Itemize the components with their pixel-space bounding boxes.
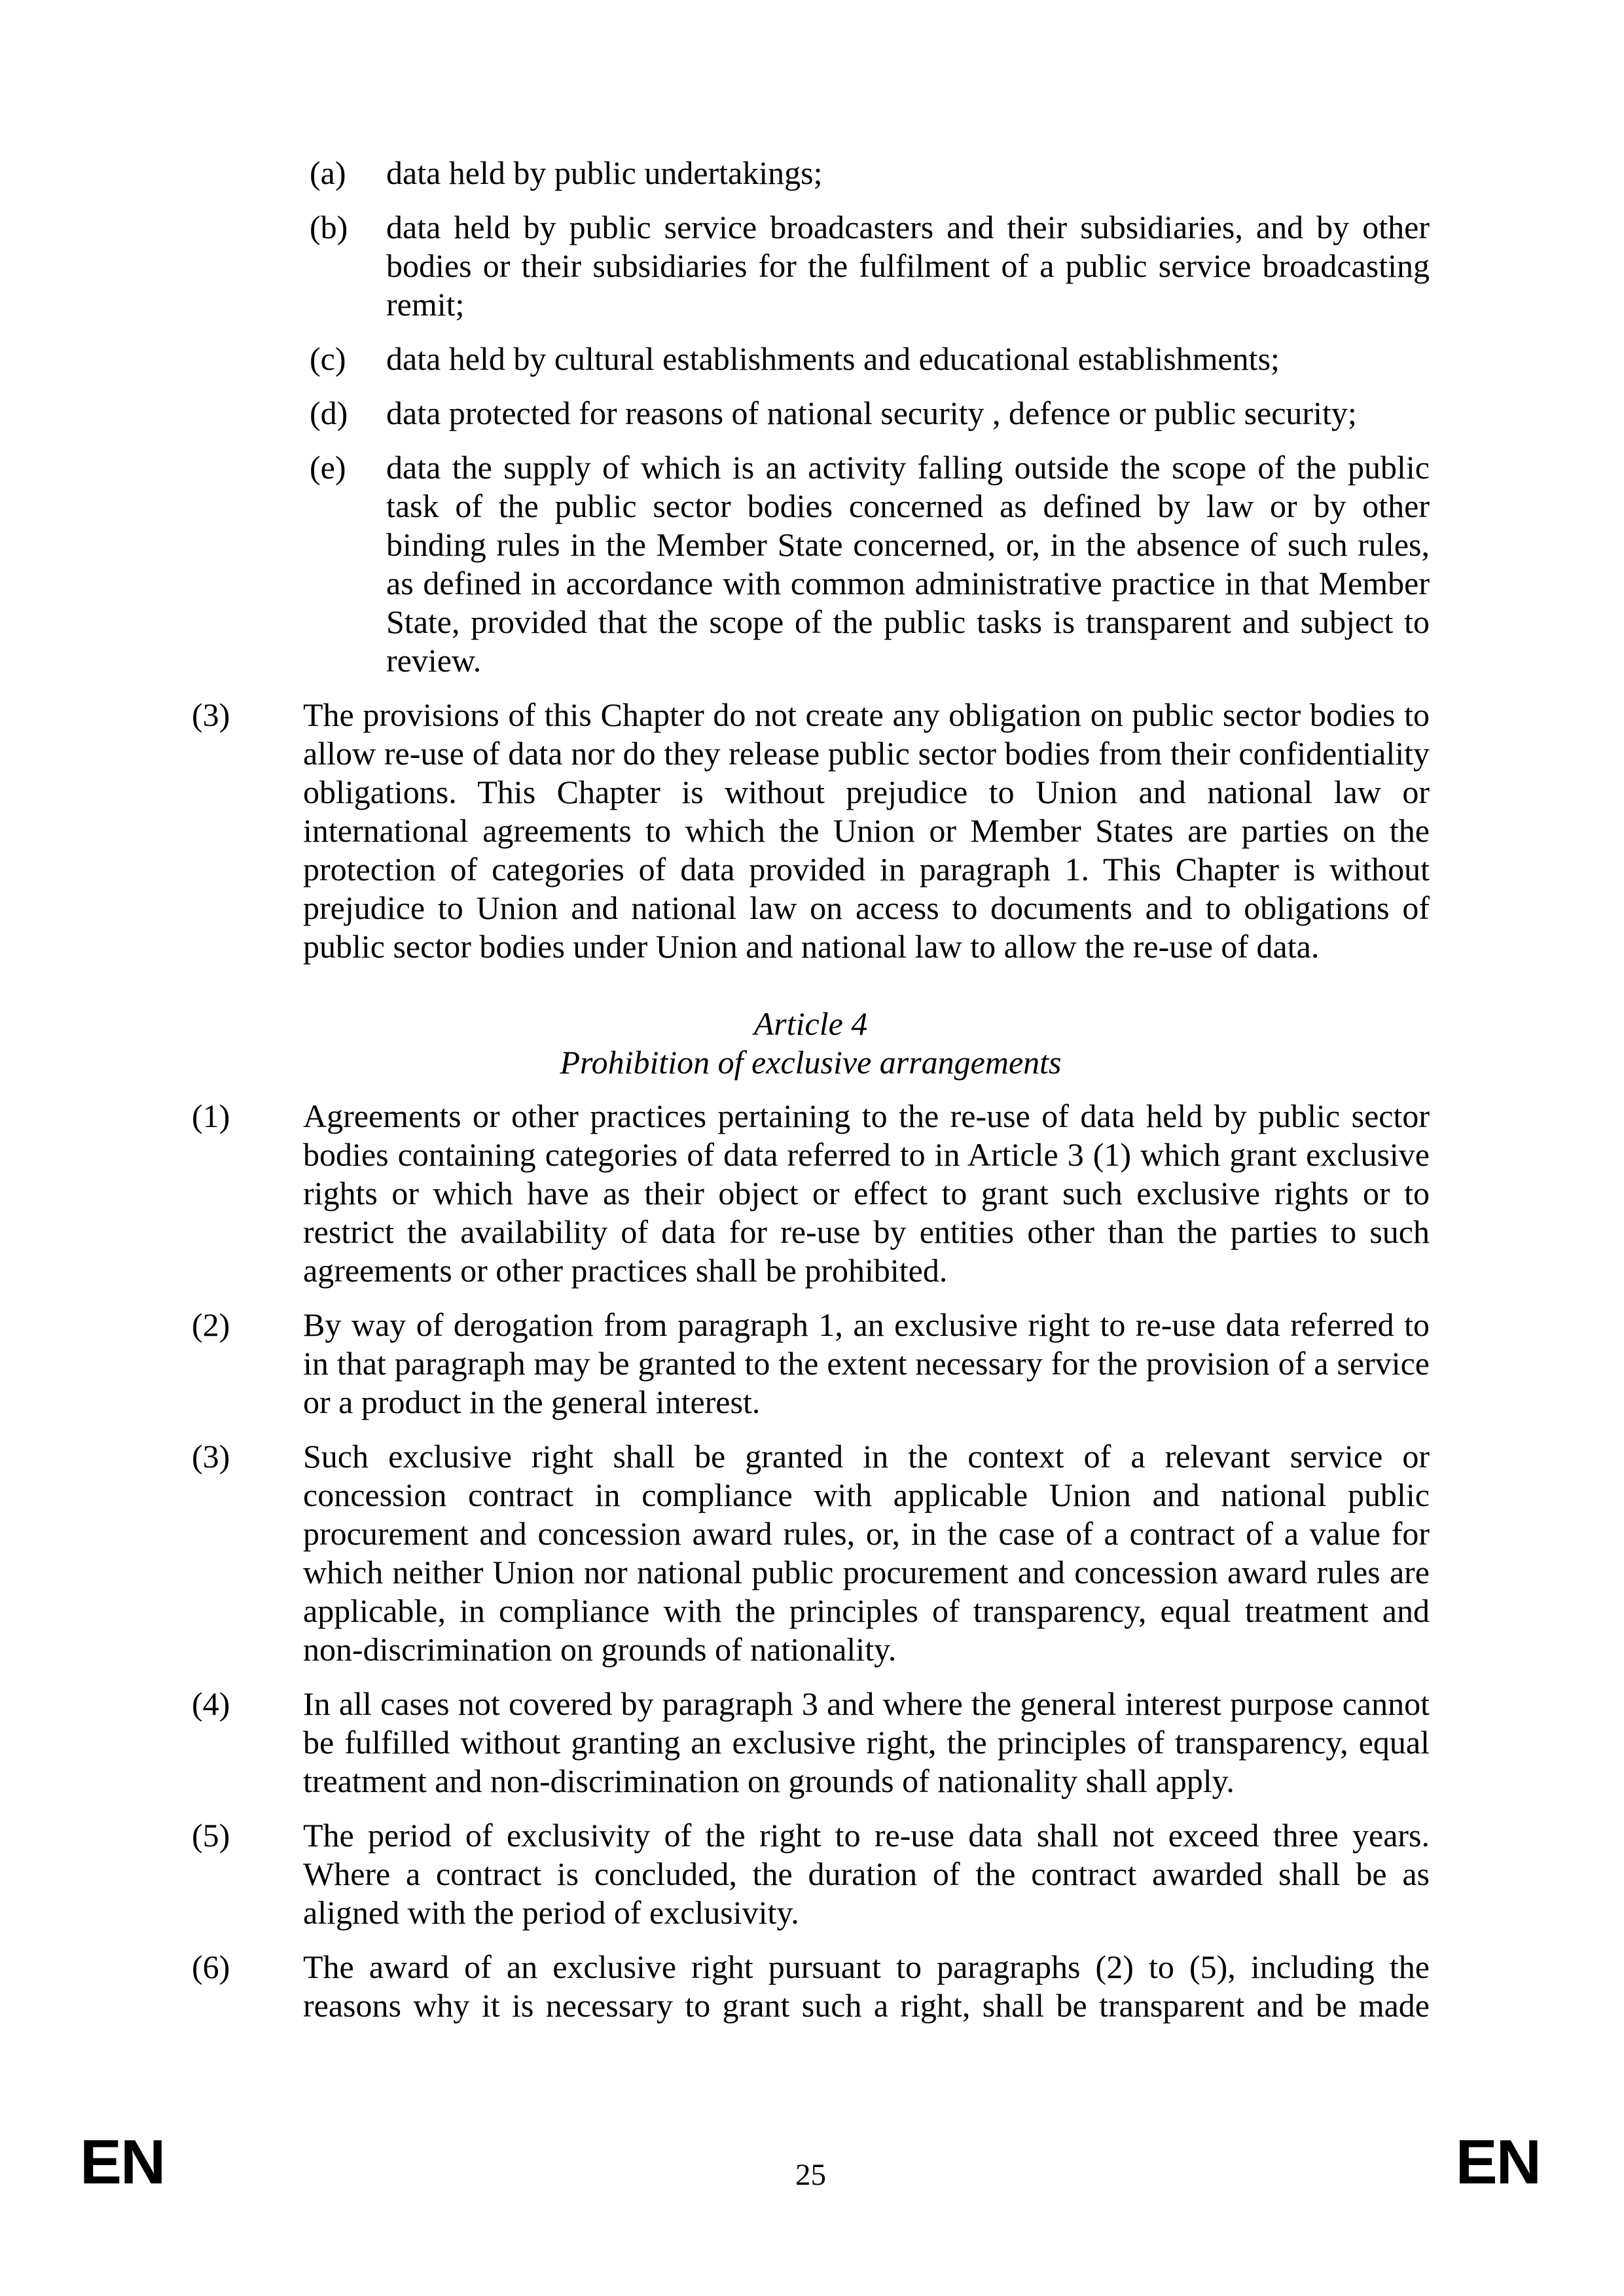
paragraph-text: Such exclusive right shall be granted in the context of a relevant service or concession contract in compliance with applicable Union and national public procurement and concession award rules, or, in the case of a contract of a value for which neither Union nor national public procurement and concession award rules are applicable, in compliance with the principles of transparency, equal treatment and non-discrimination on grounds of nationality. [303, 1438, 1430, 1668]
article4-paragraph-2 [0, 1306, 1624, 1422]
paragraph-number: (4) [192, 1685, 230, 1722]
point-item-c [0, 340, 1624, 378]
point-item-a [0, 154, 1624, 192]
paragraph-text: In all cases not covered by paragraph 3 and where the general interest purpose cannot be fulfilled without granting an exclusive right, the principles of transparency, equal treatment and non-discrimination on grounds of nationality shall apply. [303, 1685, 1430, 1799]
paragraph-number: (6) [192, 1948, 230, 1985]
point-text: data protected for reasons of national security , defence or public security; [386, 395, 1357, 431]
point-label: (b) [310, 209, 348, 245]
paragraph-number: (2) [192, 1306, 230, 1343]
point-item-b [0, 208, 1624, 324]
paragraph-text: Agreements or other practices pertaining to the re-use of data held by public sector bodies containing categories of data referred to in Article 3 (1) which grant exclusive rights or which have as their object or effect to grant such exclusive rights or to restrict the availability of data for re-use by entities other than the parties to such agreements or other practices shall be prohibited. [303, 1098, 1430, 1289]
article-title: Article 4 [753, 1005, 868, 1042]
page-content [0, 154, 1624, 2041]
point-label: (d) [310, 395, 348, 431]
point-text: data held by public service broadcasters and their subsidiaries, and by other bodies or their subsidiaries for the fulfilment of a public service broadcasting remit; [386, 209, 1430, 323]
point-text: data held by public undertakings; [386, 154, 823, 191]
point-item-e [0, 448, 1624, 680]
article-heading [192, 1005, 1430, 1082]
paragraph-text: By way of derogation from paragraph 1, an exclusive right to re-use data referred to in that paragraph may be granted to the extent necessary for the provision of a service or a product in the general interest. [303, 1306, 1430, 1420]
article4-paragraph-1 [0, 1097, 1624, 1290]
paragraph-number: (3) [192, 1438, 230, 1475]
point-label: (c) [310, 340, 346, 377]
chapter-paragraph-3 [0, 696, 1624, 966]
paragraph-text: The award of an exclusive right pursuant to paragraphs (2) to (5), including the reasons why it is necessary to grant such a right, shall be transparent and be made [303, 1948, 1430, 2024]
article4-paragraph-3 [0, 1437, 1624, 1669]
article-subtitle: Prohibition of exclusive arrangements [560, 1044, 1062, 1081]
point-label: (a) [310, 154, 346, 191]
paragraph-text: The provisions of this Chapter do not create any obligation on public sector bodies to allow re-use of data nor do they release public sector bodies from their confidentiality obligations. This Chapter is without prejudice to Union and national law or international agreements to which the Union or Member States are parties on the protection of categories of data provided in paragraph 1. This Chapter is without prejudice to Union and national law on access to documents and to obligations of public sector bodies under Union and national law to allow the re-use of data. [303, 696, 1430, 965]
footer-page-number: 25 [795, 2158, 826, 2192]
article4-paragraph-4 [0, 1685, 1624, 1801]
point-item-d [0, 394, 1624, 433]
article4-paragraph-5 [0, 1816, 1624, 1932]
footer-language-code-left: EN [80, 2127, 165, 2197]
point-label: (e) [310, 449, 346, 486]
paragraph-text: The period of exclusivity of the right to re-use data shall not exceed three years. Where a contract is concluded, the duration of the contract awarded shall be as aligned with the period of exclusivity. [303, 1817, 1430, 1931]
paragraph-number: (3) [192, 696, 230, 733]
paragraph-number: (1) [192, 1098, 230, 1134]
paragraph-number: (5) [192, 1817, 230, 1854]
footer-language-code-right: EN [1455, 2127, 1540, 2197]
article4-paragraph-6 [0, 1948, 1624, 2025]
point-text: data the supply of which is an activity falling outside the scope of the public task of the public sector bodies concerned as defined by law or by other binding rules in the Member State concerned, or, in the absence of such rules, as defined in accordance with common administrative practice in that Member State, provided that the scope of the public tasks is transparent and subject to review. [386, 449, 1430, 679]
point-text: data held by cultural establishments and educational establishments; [386, 340, 1280, 377]
